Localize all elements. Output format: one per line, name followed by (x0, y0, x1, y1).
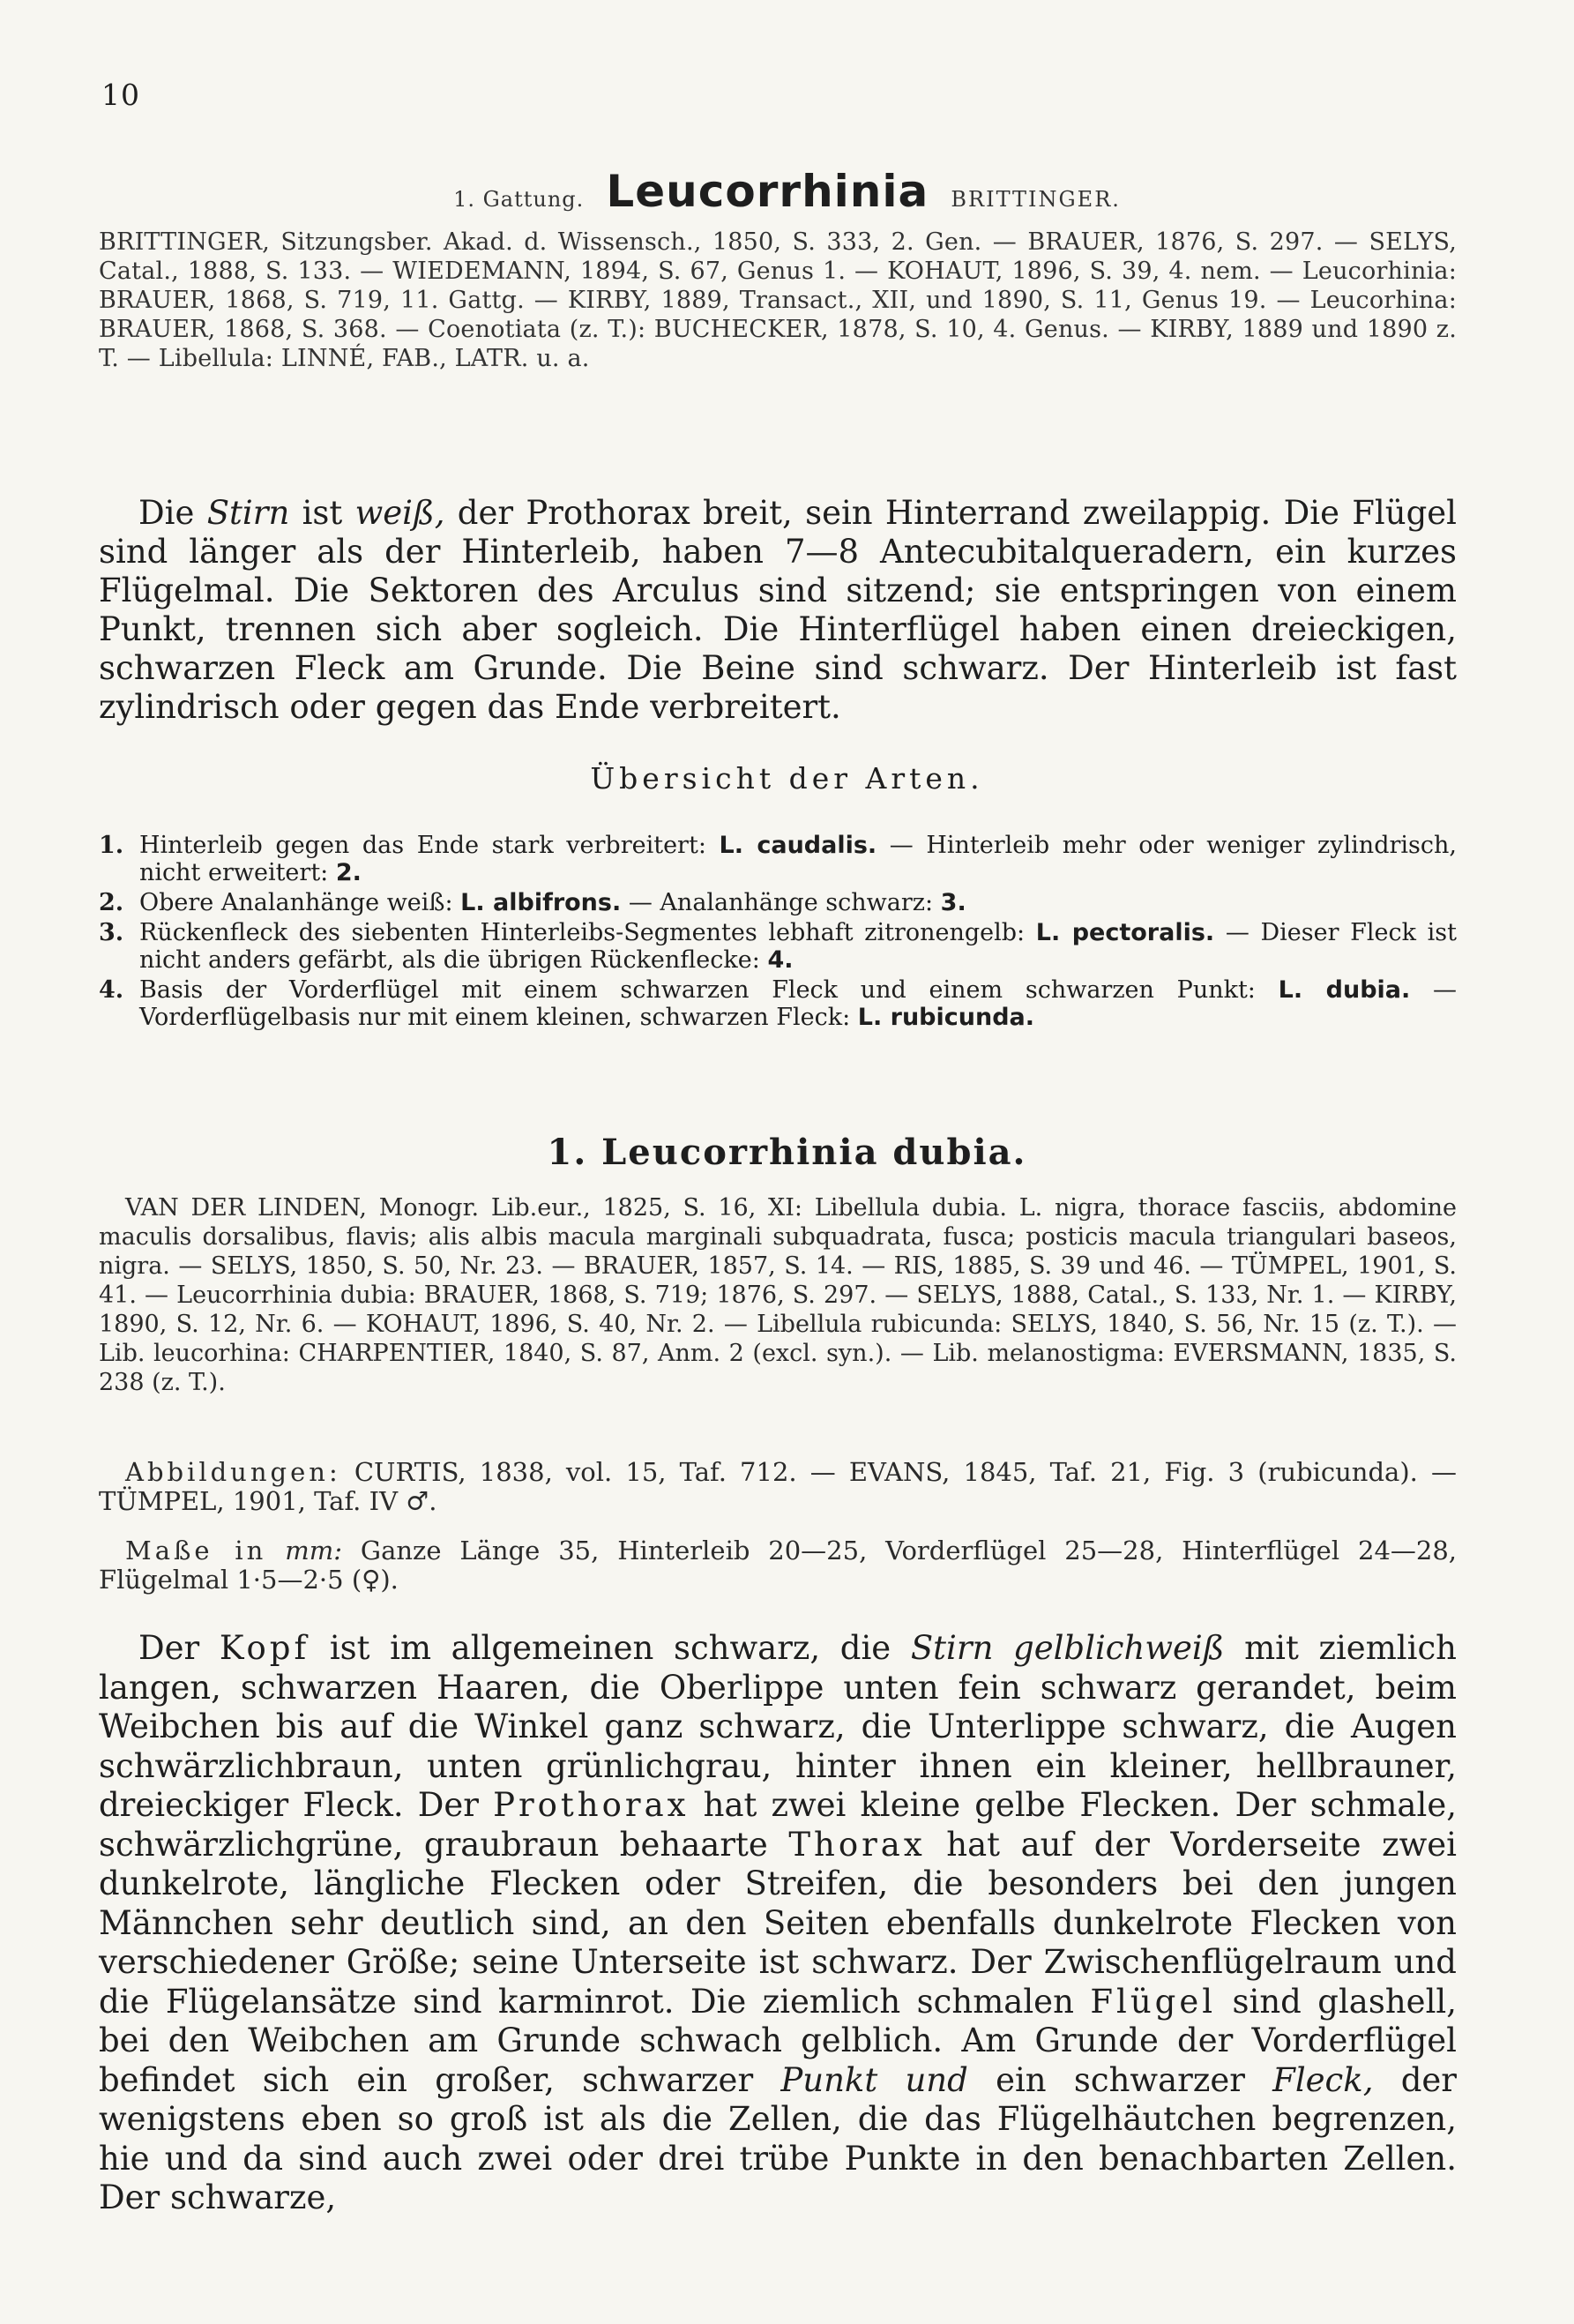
term-fleck: Fleck, (1272, 2060, 1374, 2099)
term-stirn: Stirn gelblichweiß (910, 1629, 1225, 1667)
measure-label: Maße in (125, 1536, 267, 1566)
genus-heading (0, 166, 1574, 217)
term-fluegel: Flügel (1090, 1982, 1217, 2021)
key-item (99, 976, 1457, 1031)
key-number: 3. (99, 919, 124, 946)
term-prothorax: Prothorax (493, 1786, 690, 1824)
diagnosis-weiss: weiß, (354, 494, 445, 532)
key-item (99, 889, 1457, 916)
diagnosis-ist: ist (302, 494, 343, 532)
species-description: Der Kopf ist im allgemeinen schwarz, die Stirn gelblichweiß mit ziemlich langen, schwarzen Haaren, die Oberlippe unten fein schwarz gerandet, beim Weibchen bis auf die Winkel ganz schwarz, die Unterlippe schwarz, die Augen schwärzlichbraun, unten grünlichgrau, hinter ihnen ein kleiner, hellbrauner, dreieckiger Fleck. Der Prothorax hat zwei kleine gelbe Flecken. Der schmale, schwärzlichgrüne, graubraun behaarte Thorax hat auf der Vorderseite zwei dunkelrote, längliche Flecken oder Streifen, die besonders bei den jungen Männchen sehr deutlich sind, an den Seiten ebenfalls dunkelrote Flecken von verschiedener Größe; seine Unterseite ist schwarz. Der Zwischenflügelraum und die Flügelansätze sind karminrot. Die ziemlich schmalen Flügel sind glashell, bei den Weibchen am Grunde schwach gelblich. Am Grunde der Vorderflügel befindet sich ein großer, schwarzer Punkt und ein schwarzer Fleck, der wenigstens eben so groß ist als die Zellen, die das Flügelhäutchen begrenzen, hie und da sind auch zwei oder drei trübe Punkte in den benachbarten Zellen. Der schwarze, (99, 1629, 1458, 2216)
term-thorax: Thorax (788, 1825, 926, 1864)
genus-synonymy: BRITTINGER, Sitzungsber. Akad. d. Wissensch., 1850, S. 333, 2. Gen. — BRAUER, 1876, S. 297. — SELYS, Catal., 1888, S. 133. — WIEDEMANN, 1894, S. 67, Genus 1. — KOHAUT, 1896, S. 39, 4. nem. — Leucorhinia: BRAUER, 1868, S. 719, 11. Gattg. — KIRBY, 1889, Transact., XII, und 1890, S. 11, Genus 19. — Leucorhina: BRAUER, 1868, S. 368. — Coenotiata (z. T.): BUCHECKER, 1878, S. 10, 4. Genus. — KIRBY, 1889 und 1890 z. T. — Libellula: LINNÉ, FAB., LATR. u. a. (99, 228, 1457, 372)
diagnosis-stirn: Stirn (206, 494, 290, 532)
term-kopf: Kopf (219, 1629, 310, 1667)
species-measurements (99, 1536, 1457, 1595)
species-figures (99, 1458, 1457, 1516)
key-number: 2. (99, 889, 124, 916)
diagnosis-text: der Prothorax breit, sein Hinterrand zweilappig. Die Flügel sind länger als der Hinterleib, haben 7—8 Antecubitalqueradern, ein kurzes Flügelmal. Die Sektoren des Arculus sind sitzend; sie entspringen von einem Punkt, trennen sich aber sogleich. Die Hinterflügel haben einen dreieckigen, schwarzen Fleck am Grunde. Die Beine sind schwarz. Der Hinterleib ist fast zylindrisch oder gegen das Ende verbreitert. (99, 494, 1458, 726)
key-text: Obere Analanhänge weiß: L. albifrons. — Analanhänge schwarz: 3. (139, 889, 966, 916)
key-text: Hinterleib gegen das Ende stark verbreitert: L. caudalis. — Hinterleib mehr oder weniger zylindrisch, nicht erweitert: 2. (139, 832, 1457, 886)
figures-text: CURTIS, 1838, vol. 15, Taf. 712. — EVANS, 1845, Taf. 21, Fig. 3 (rubicunda). — TÜMPEL, 1901, Taf. IV ♂. (99, 1457, 1457, 1516)
diagnosis-start: Die (138, 494, 195, 532)
measure-unit: mm: (285, 1536, 343, 1566)
key-number: 1. (99, 832, 124, 859)
term-punkt: Punkt und (780, 2060, 968, 2099)
species-key (99, 832, 1457, 1034)
species-heading: 1. Leucorrhinia dubia. (547, 1132, 1027, 1173)
genus-author: BRITTINGER. (951, 187, 1121, 212)
species-synonymy: VAN DER LINDEN, Monogr. Lib.eur., 1825, S. 16, XI: Libellula dubia. L. nigra, thorace fasciis, abdomine maculis dorsalibus, flavis; alis albis macula marginali subquadrata, fusca; posticis macula triangulari baseos, nigra. — SELYS, 1850, S. 50, Nr. 23. — BRAUER, 1857, S. 14. — RIS, 1885, S. 39 und 46. — TÜMPEL, 1901, S. 41. — Leucorrhinia dubia: BRAUER, 1868, S. 719; 1876, S. 297. — SELYS, 1888, Catal., S. 133, Nr. 1. — KIRBY, 1890, S. 12, Nr. 6. — KOHAUT, 1896, S. 40, Nr. 2. — Libellula rubicunda: SELYS, 1840, S. 56, Nr. 15 (z. T.). — Lib. leucorhina: CHARPENTIER, 1840, S. 87, Anm. 2 (excl. syn.). — Lib. melanostigma: EVERSMANN, 1835, S. 238 (z. T.). (99, 1194, 1457, 1396)
key-text: Basis der Vorderflügel mit einem schwarzen Fleck und einem schwarzen Punkt: L. dubia. — Vorderflügelbasis nur mit einem kleinen, schwarzen Fleck: L. rubicunda. (139, 976, 1457, 1031)
genus-prefix: 1. Gattung. (453, 187, 585, 212)
genus-diagnosis (99, 494, 1457, 727)
measure-text: Ganze Länge 35, Hinterleib 20—25, Vorderflügel 25—28, Hinterflügel 24—28, Flügelmal 1·5—2·5 (♀). (99, 1536, 1458, 1595)
key-item (99, 832, 1457, 886)
key-item (99, 919, 1457, 974)
figures-label: Abbildungen: (125, 1457, 341, 1487)
page-number: 10 (101, 78, 140, 112)
genus-name: Leucorrhinia (606, 166, 929, 217)
key-number: 4. (99, 976, 124, 1004)
key-title: Übersicht der Arten. (590, 761, 984, 796)
key-text: Rückenfleck des siebenten Hinterleibs-Segmentes lebhaft zitronengelb: L. pectoralis. — Dieser Fleck ist nicht anders gefärbt, als die übrigen Rückenflecke: 4. (139, 919, 1457, 974)
